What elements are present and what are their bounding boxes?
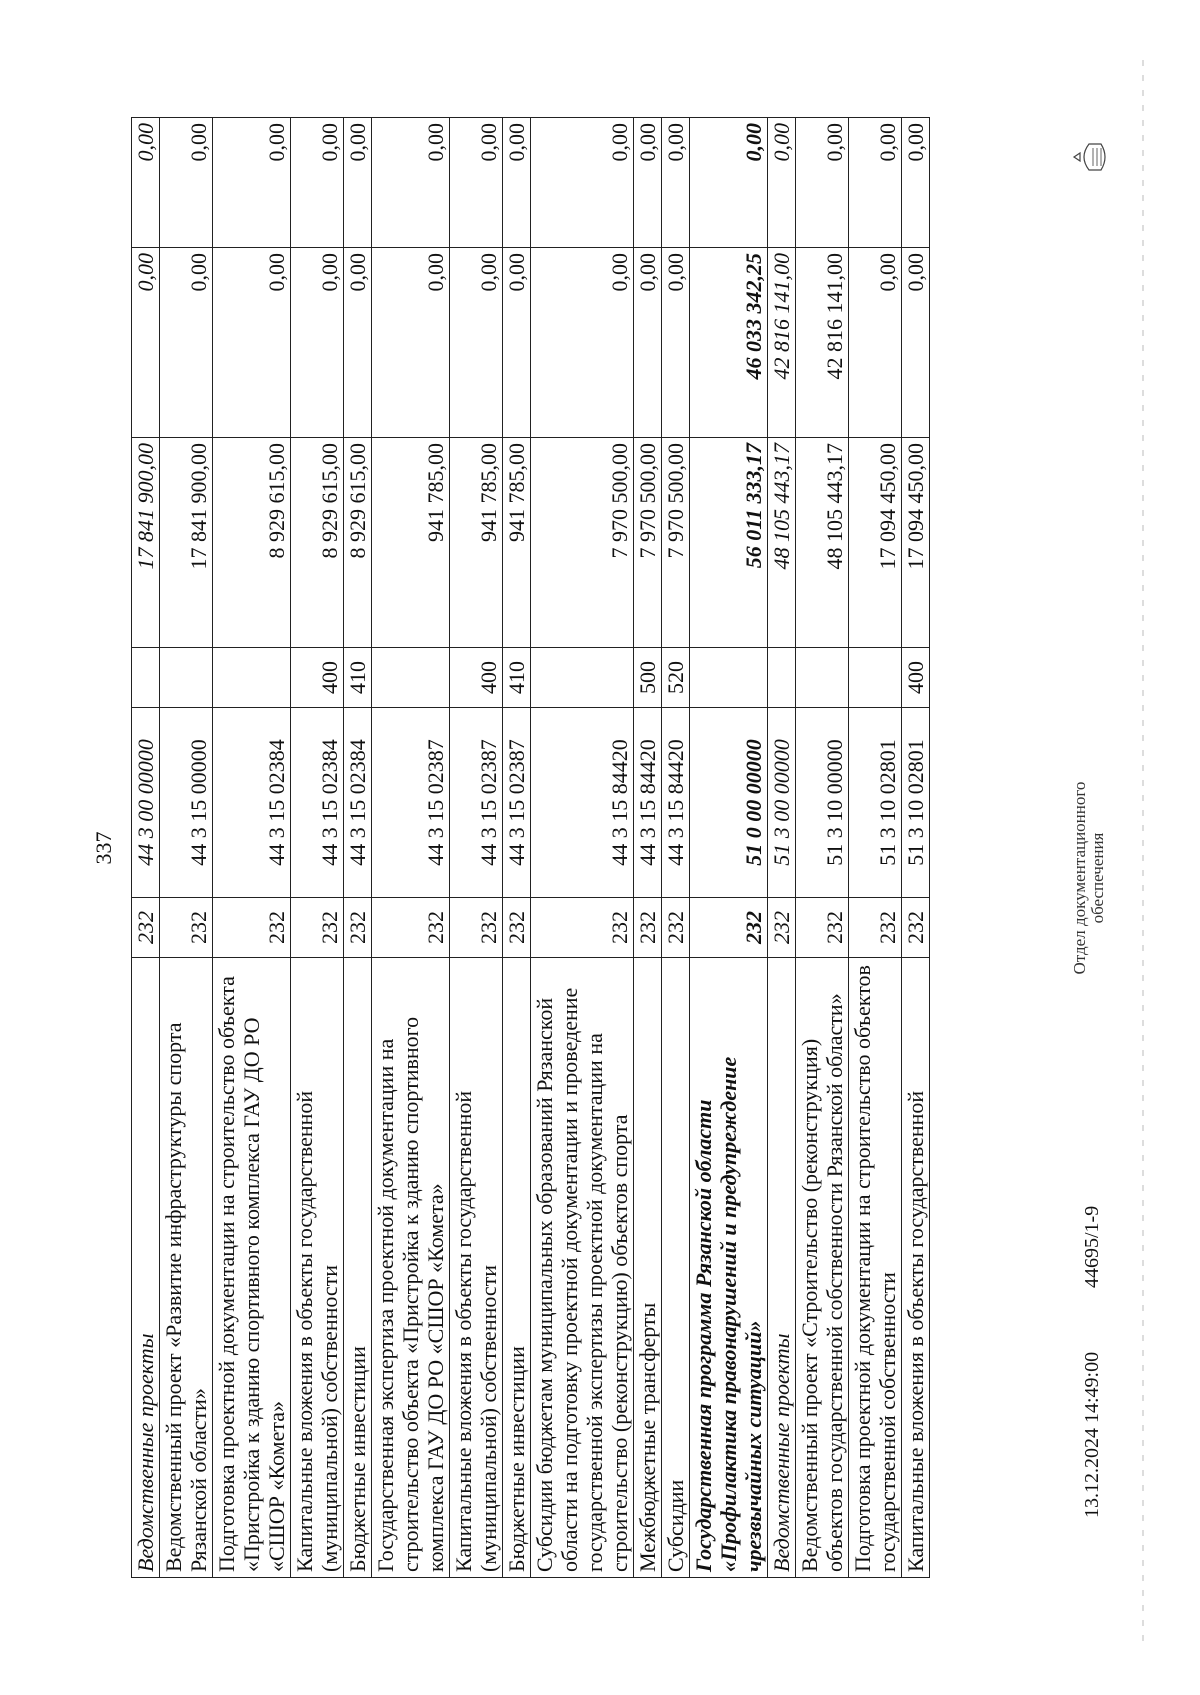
row-cs-code: 51 0 00 00000 [690, 708, 768, 898]
row-value-2: 0,00 [662, 248, 690, 438]
row-value-1: 7 970 500,00 [531, 438, 634, 648]
row-name: Капитальные вложения в объекты государственной (муниципальной) собственности [450, 958, 503, 1578]
table-row [796, 118, 849, 1578]
row-value-3: 0,00 [213, 118, 291, 248]
row-name: Субсидии [662, 958, 690, 1578]
row-value-2: 0,00 [372, 248, 450, 438]
table-row [531, 118, 634, 1578]
row-value-3: 0,00 [503, 118, 531, 248]
row-name: Капитальные вложения в объекты государственной [902, 958, 930, 1578]
row-value-1: 8 929 615,00 [344, 438, 372, 648]
row-cs-code: 51 3 10 02801 [849, 708, 902, 898]
budget-table-body [132, 118, 930, 1578]
table-row [344, 118, 372, 1578]
row-value-2: 0,00 [291, 248, 344, 438]
row-name: Подготовка проектной документации на строительство объектов государственной собственности [849, 958, 902, 1578]
row-value-3: 0,00 [372, 118, 450, 248]
page-footer [1069, 118, 1115, 1578]
rotated-page [85, 118, 1115, 1578]
table-row [503, 118, 531, 1578]
row-value-2: 0,00 [450, 248, 503, 438]
row-value-2: 0,00 [503, 248, 531, 438]
row-gr-code: 232 [796, 898, 849, 958]
row-name: Капитальные вложения в объекты государственной (муниципальной) собственности [291, 958, 344, 1578]
row-value-1: 941 785,00 [503, 438, 531, 648]
row-value-2: 0,00 [531, 248, 634, 438]
row-gr-code: 232 [768, 898, 796, 958]
table-row [450, 118, 503, 1578]
row-gr-code: 232 [634, 898, 662, 958]
row-vr-code: 520 [662, 648, 690, 708]
department-stamp: Отдел документационного обеспечения [1070, 781, 1107, 975]
row-cs-code: 44 3 15 84420 [531, 708, 634, 898]
row-value-1: 17 094 450,00 [849, 438, 902, 648]
row-gr-code: 232 [213, 898, 291, 958]
row-value-2: 0,00 [849, 248, 902, 438]
row-value-2: 46 033 342,25 [690, 248, 768, 438]
row-value-1: 56 011 333,17 [690, 438, 768, 648]
row-name: Ведомственные проекты [768, 958, 796, 1578]
row-vr-code: 410 [503, 648, 531, 708]
row-cs-code: 44 3 15 84420 [662, 708, 690, 898]
row-value-2: 0,00 [634, 248, 662, 438]
table-row [160, 118, 213, 1578]
row-value-2: 0,00 [213, 248, 291, 438]
row-value-1: 48 105 443,17 [768, 438, 796, 648]
row-gr-code: 232 [372, 898, 450, 958]
table-row [291, 118, 344, 1578]
row-gr-code: 232 [344, 898, 372, 958]
row-name: Государственная программа Рязанской области «Профилактика правонарушений и предупреждение чрезвычайных ситуаций» [690, 958, 768, 1578]
row-vr-code [796, 648, 849, 708]
row-cs-code: 44 3 15 84420 [634, 708, 662, 898]
row-gr-code: 232 [662, 898, 690, 958]
row-value-2: 0,00 [132, 248, 160, 438]
row-gr-code: 232 [291, 898, 344, 958]
row-gr-code: 232 [450, 898, 503, 958]
row-value-3: 0,00 [690, 118, 768, 248]
row-cs-code: 44 3 15 02384 [213, 708, 291, 898]
row-cs-code: 51 3 00 00000 [768, 708, 796, 898]
table-row [902, 118, 930, 1578]
row-value-3: 0,00 [902, 118, 930, 248]
table-row [213, 118, 291, 1578]
row-name: Ведомственный проект «Строительство (реконструкция) объектов государственной собственности Рязанской области» [796, 958, 849, 1578]
row-cs-code: 44 3 15 02387 [503, 708, 531, 898]
page-number: 337 [91, 831, 116, 865]
footer-datetime: 13.12.2024 14:49:00 [1081, 1351, 1103, 1518]
row-value-1: 17 841 900,00 [160, 438, 213, 648]
row-value-3: 0,00 [849, 118, 902, 248]
row-value-3: 0,00 [160, 118, 213, 248]
row-vr-code: 400 [902, 648, 930, 708]
row-value-2: 0,00 [902, 248, 930, 438]
row-value-3: 0,00 [768, 118, 796, 248]
row-gr-code: 232 [160, 898, 213, 958]
row-vr-code: 400 [450, 648, 503, 708]
row-vr-code [768, 648, 796, 708]
row-vr-code: 410 [344, 648, 372, 708]
row-gr-code: 232 [849, 898, 902, 958]
row-value-3: 0,00 [450, 118, 503, 248]
row-name: Ведомственные проекты [132, 958, 160, 1578]
row-value-1: 7 970 500,00 [662, 438, 690, 648]
row-cs-code: 44 3 15 02384 [291, 708, 344, 898]
row-value-1: 48 105 443,17 [796, 438, 849, 648]
row-vr-code: 500 [634, 648, 662, 708]
row-value-1: 8 929 615,00 [291, 438, 344, 648]
footer-document-code: 44695/1-9 [1081, 1205, 1103, 1288]
row-cs-code: 51 3 10 02801 [902, 708, 930, 898]
row-value-2: 42 816 141,00 [796, 248, 849, 438]
scan-margin-line [1140, 0, 1146, 1695]
row-gr-code: 232 [902, 898, 930, 958]
row-name: Субсидии бюджетам муниципальных образований Рязанской области на подготовку проектной документации и проведение государственной экспертизы проектной документации на строительство (реконструкцию) объектов спорта [531, 958, 634, 1578]
budget-table [131, 117, 930, 1578]
row-name: Подготовка проектной документации на строительство объекта «Пристройка к зданию спортивного комплекса ГАУ ДО РО «СШОР «Комета» [213, 958, 291, 1578]
row-cs-code: 44 3 00 00000 [132, 708, 160, 898]
row-value-1: 17 094 450,00 [902, 438, 930, 648]
row-cs-code: 44 3 15 02387 [372, 708, 450, 898]
coat-of-arms-icon [1071, 136, 1111, 178]
row-gr-code: 232 [503, 898, 531, 958]
table-row [372, 118, 450, 1578]
row-value-3: 0,00 [796, 118, 849, 248]
row-value-2: 0,00 [344, 248, 372, 438]
row-value-1: 7 970 500,00 [634, 438, 662, 648]
row-name: Государственная экспертиза проектной документации на строительство объекта «Пристройка к зданию спортивного комплекса ГАУ ДО РО «СШОР «Комета» [372, 958, 450, 1578]
row-vr-code [372, 648, 450, 708]
row-value-1: 8 929 615,00 [213, 438, 291, 648]
row-gr-code: 232 [132, 898, 160, 958]
row-vr-code: 400 [291, 648, 344, 708]
row-name: Ведомственный проект «Развитие инфраструктуры спорта Рязанской области» [160, 958, 213, 1578]
row-value-1: 941 785,00 [450, 438, 503, 648]
row-vr-code [213, 648, 291, 708]
row-value-3: 0,00 [662, 118, 690, 248]
row-value-1: 17 841 900,00 [132, 438, 160, 648]
table-row [634, 118, 662, 1578]
row-value-3: 0,00 [344, 118, 372, 248]
row-value-2: 42 816 141,00 [768, 248, 796, 438]
table-row [768, 118, 796, 1578]
row-cs-code: 44 3 15 02387 [450, 708, 503, 898]
row-gr-code: 232 [531, 898, 634, 958]
table-row [662, 118, 690, 1578]
row-vr-code [690, 648, 768, 708]
row-value-2: 0,00 [160, 248, 213, 438]
row-value-3: 0,00 [634, 118, 662, 248]
row-gr-code: 232 [690, 898, 768, 958]
row-name: Бюджетные инвестиции [344, 958, 372, 1578]
row-value-3: 0,00 [132, 118, 160, 248]
row-vr-code [531, 648, 634, 708]
table-row [132, 118, 160, 1578]
row-vr-code [160, 648, 213, 708]
row-vr-code [849, 648, 902, 708]
row-cs-code: 51 3 10 00000 [796, 708, 849, 898]
row-cs-code: 44 3 15 02384 [344, 708, 372, 898]
row-name: Бюджетные инвестиции [503, 958, 531, 1578]
table-row [849, 118, 902, 1578]
row-name: Межбюджетные трансферты [634, 958, 662, 1578]
row-value-1: 941 785,00 [372, 438, 450, 648]
row-vr-code [132, 648, 160, 708]
row-cs-code: 44 3 15 00000 [160, 708, 213, 898]
row-value-3: 0,00 [291, 118, 344, 248]
row-value-3: 0,00 [531, 118, 634, 248]
table-row [690, 118, 768, 1578]
